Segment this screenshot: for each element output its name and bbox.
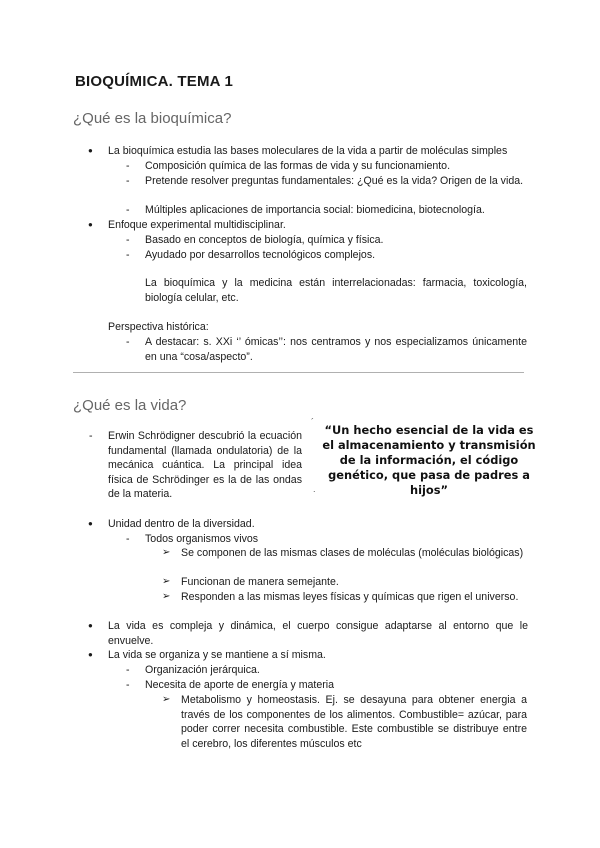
list-item: - Erwin Schrödigner descubrió la ecuación fundamental (llamada ondulatoria) de la mecánica cuántica. La principal idea física de Schrödinger es la de las ondas de la materia. — [108, 429, 302, 502]
list-item: - Organización jerárquica. — [145, 663, 527, 678]
list-item: ➢ Metabolismo y homeostasis. Ej. se desayuna para obtener energia a través de los componentes de los alimentos. Combustible= azúcar, para poder correr necesita combustible. Este combustible se distribuye entre el cerebro, los diferentes músculos etc — [181, 693, 527, 751]
list-item: - Múltiples aplicaciones de importancia social: biomedicina, biotecnología. — [145, 203, 527, 218]
list-item: ➢ Se componen de las mismas clases de moléculas (moléculas biológicas) — [181, 546, 527, 561]
list-item: ➢ Responden a las mismas leyes físicas y químicas que rigen el universo. — [181, 590, 527, 605]
section-heading-bioquimica: ¿Qué es la bioquímica? — [73, 110, 232, 127]
list-item: - Composición química de las formas de vida y su funcionamiento. — [145, 159, 527, 174]
quote-box: “Un hecho esencial de la vida es el almacenamiento y transmisión de la información, el código genético, que pasa de padres a hijos” — [322, 423, 536, 497]
list-item: ● La vida es compleja y dinámica, el cuerpo consigue adaptarse al entorno que le envuelve. — [108, 619, 528, 648]
list-item: ➢ Funcionan de manera semejante. — [181, 575, 527, 590]
list-item: - Pretende resolver preguntas fundamentales: ¿Qué es la vida? Origen de la vida. — [145, 174, 527, 189]
list-item: - A destacar: s. XXi ‘’ ómicas’’: nos centramos y nos especializamos únicamente en una “cosa/aspecto”. — [145, 335, 527, 364]
list-item: - Basado en conceptos de biología, química y física. — [145, 233, 527, 248]
list-item: - Todos organismos vivos — [145, 532, 527, 547]
list-item: ● La bioquímica estudia las bases moleculares de la vida a partir de moléculas simples — [108, 144, 528, 159]
quote-mark: ´ — [311, 417, 314, 427]
perspective-label: Perspectiva histórica: — [108, 321, 209, 333]
list-item: ● Unidad dentro de la diversidad. — [108, 517, 528, 532]
list-item: - Necesita de aporte de energía y materia — [145, 678, 527, 693]
section-heading-vida: ¿Qué es la vida? — [73, 397, 187, 414]
list-item: ● Enfoque experimental multidisciplinar. — [108, 218, 528, 233]
quote-mark: . — [313, 484, 316, 494]
page-title: BIOQUÍMICA. TEMA 1 — [75, 73, 234, 90]
list-item: ● La vida se organiza y se mantiene a sí misma. — [108, 648, 528, 663]
section-divider — [73, 372, 524, 373]
list-item: - Ayudado por desarrollos tecnológicos complejos. — [145, 248, 527, 263]
paragraph: La bioquímica y la medicina están interrelacionadas: farmacia, toxicología, biología celular, etc. — [145, 277, 527, 304]
